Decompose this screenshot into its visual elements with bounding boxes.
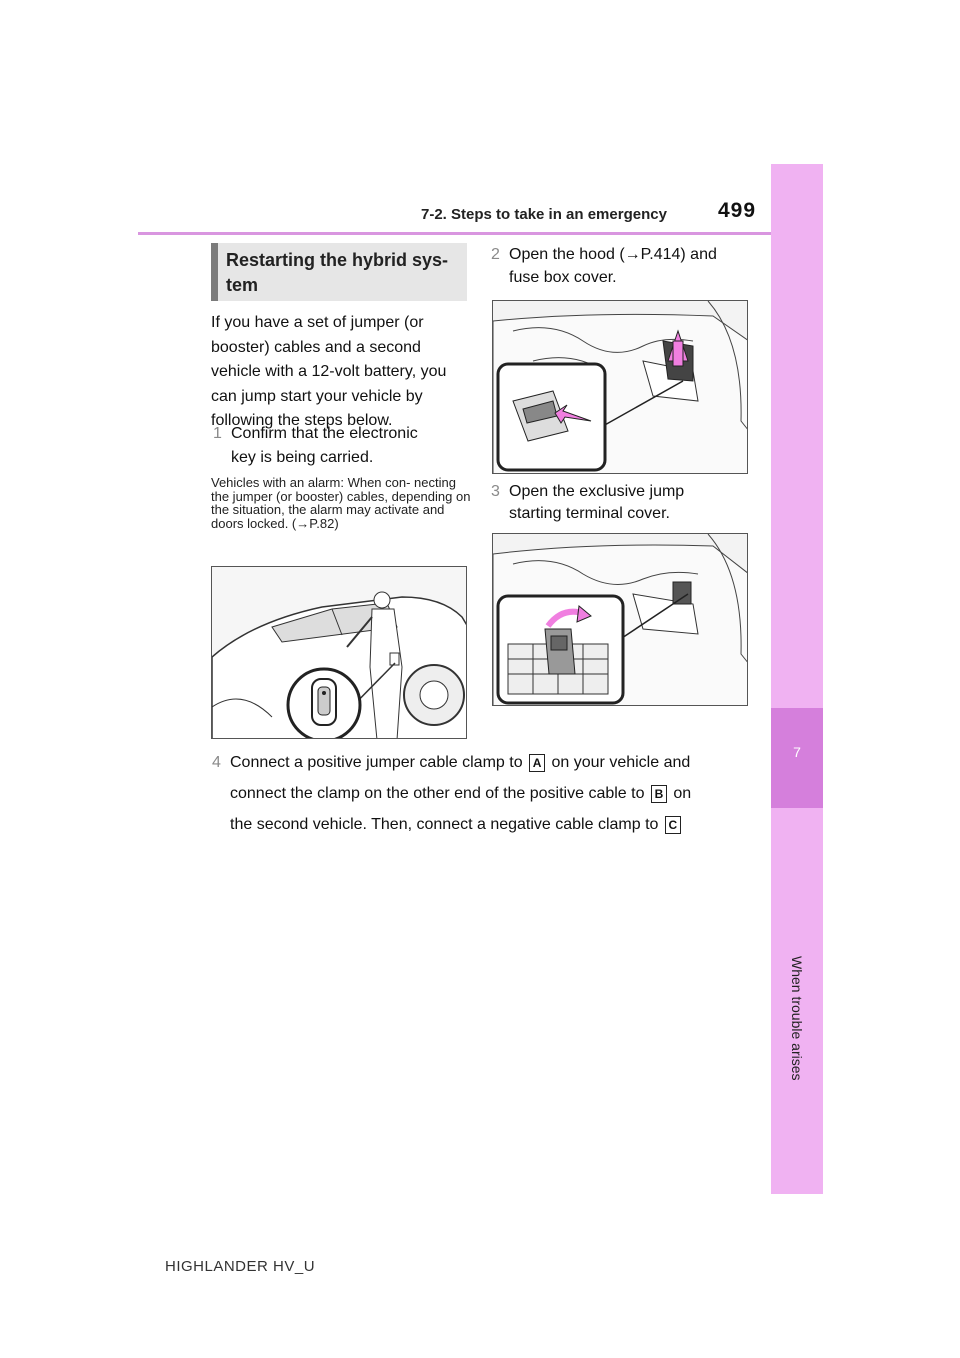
step-4-line2: [212, 778, 752, 809]
intro-paragraph: If you have a set of jumper (or booster) cables and a second vehicle with a 12-volt battery, you can jump start your vehicle by following the steps below.: [211, 314, 447, 429]
step-2-line2: fuse box cover.: [509, 269, 617, 286]
footer-model: HIGHLANDER HV_U: [165, 1258, 316, 1275]
label-a: A: [529, 754, 545, 772]
jump-terminal-illustration: [492, 533, 748, 706]
label-b: B: [651, 785, 667, 803]
chapter-number: 7: [793, 744, 801, 760]
step-4-text-e: the second vehicle. Then, connect a negative cable clamp to: [230, 816, 659, 833]
section-heading: [226, 248, 466, 298]
step-number: 2: [491, 246, 500, 263]
step-4: [212, 747, 752, 840]
section-header: 7-2. Steps to take in an emergency: [421, 206, 667, 223]
step-text: Open the hood (→P.414) and: [509, 246, 717, 263]
step-number: 4: [212, 754, 221, 771]
step-text: Confirm that the electronic: [231, 425, 418, 442]
step-2: [491, 243, 751, 267]
step-number: 3: [491, 483, 500, 500]
section-heading-line2: tem: [226, 275, 259, 295]
section-heading-line1: Restarting the hybrid sys-: [226, 250, 449, 270]
header-rule: [138, 232, 786, 235]
step-3: [491, 480, 751, 504]
step-4-line3: [212, 809, 752, 840]
alarm-note: Vehicles with an alarm: When con- necting the jumper (or booster) cables, depending on the situation, the alarm may activate and doors locked. (→P.82): [211, 475, 471, 531]
key-illustration: [211, 566, 467, 739]
step-1-line2: key is being carried.: [231, 449, 374, 466]
fuse-box-illustration: [492, 300, 748, 474]
chapter-title: [787, 956, 807, 1004]
step-text: Open the exclusive jump: [509, 483, 685, 500]
step-4-text-a: Connect a positive jumper cable clamp to: [230, 754, 523, 771]
step-4-text-b: on your vehicle and: [551, 754, 691, 771]
step-4-text-d: on: [673, 785, 692, 802]
step-4-line1: [212, 747, 752, 778]
step-3-line2: starting terminal cover.: [509, 505, 670, 522]
label-c: C: [665, 816, 681, 834]
step-number: 1: [213, 425, 222, 442]
page-number: 499: [718, 199, 757, 222]
step-4-text-c: connect the clamp on the other end of the positive cable to: [230, 785, 645, 802]
step-1: [213, 422, 468, 446]
